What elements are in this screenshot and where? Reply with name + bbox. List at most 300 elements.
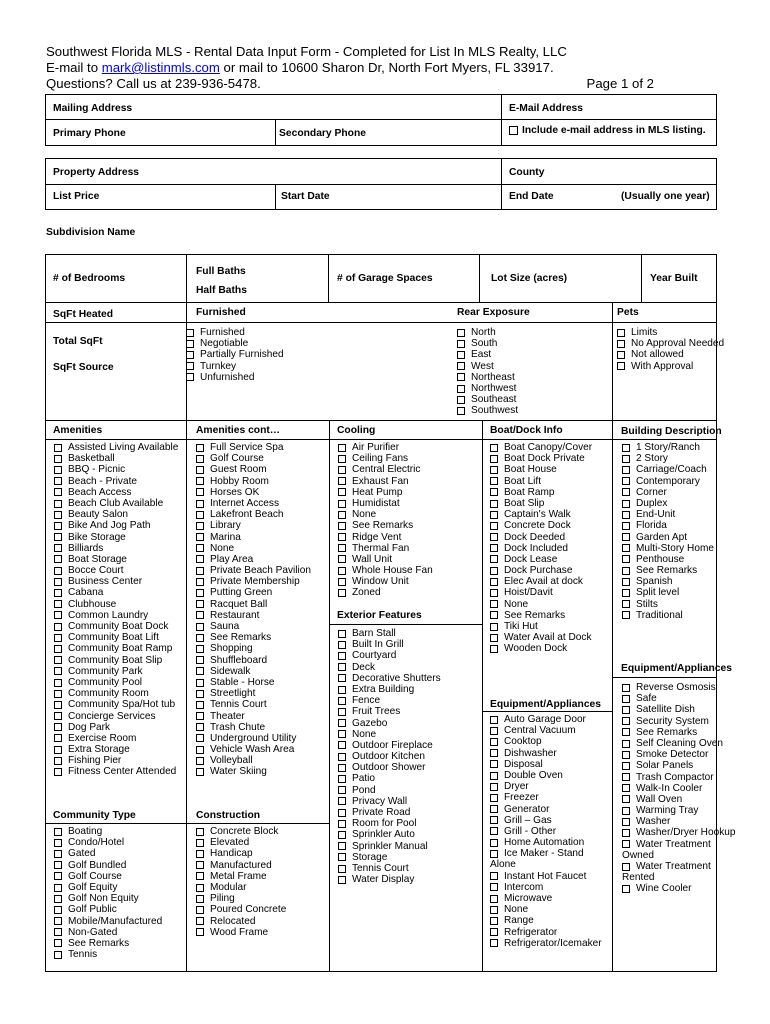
checkbox[interactable]	[54, 578, 62, 586]
checkbox[interactable]	[54, 951, 62, 959]
equipment-option[interactable]	[490, 725, 602, 736]
amenities-option[interactable]	[54, 587, 178, 598]
checkbox[interactable]	[338, 652, 346, 660]
checkbox[interactable]	[196, 555, 204, 563]
checkbox[interactable]	[622, 818, 630, 826]
checkbox[interactable]	[490, 827, 498, 835]
checkbox[interactable]	[54, 828, 62, 836]
checkbox[interactable]	[490, 466, 498, 474]
boat-dock-option[interactable]	[490, 565, 592, 576]
checkbox[interactable]	[338, 876, 346, 884]
checkbox[interactable]	[490, 883, 498, 891]
cooling-option[interactable]	[338, 464, 433, 475]
checkbox[interactable]	[622, 611, 630, 619]
checkbox[interactable]	[196, 544, 204, 552]
building-option[interactable]	[622, 509, 714, 520]
checkbox[interactable]	[338, 842, 346, 850]
equipment-option[interactable]	[490, 904, 602, 915]
checkbox[interactable]	[490, 805, 498, 813]
checkbox[interactable]	[196, 466, 204, 474]
checkbox[interactable]	[490, 600, 498, 608]
rear-exposure-option[interactable]	[457, 394, 518, 405]
equipment-option[interactable]	[490, 915, 602, 926]
checkbox[interactable]	[338, 522, 346, 530]
building-option[interactable]	[622, 565, 714, 576]
checkbox[interactable]	[617, 340, 625, 348]
checkbox[interactable]	[622, 829, 630, 837]
checkbox[interactable]	[617, 362, 625, 370]
checkbox[interactable]	[490, 794, 498, 802]
checkbox[interactable]	[338, 697, 346, 705]
exterior-option[interactable]	[338, 650, 441, 661]
amenities-option[interactable]	[54, 610, 178, 621]
checkbox[interactable]	[54, 623, 62, 631]
checkbox[interactable]	[622, 840, 630, 848]
exterior-option[interactable]	[338, 751, 441, 762]
checkbox[interactable]	[196, 701, 204, 709]
equipment-option[interactable]	[490, 815, 602, 826]
checkbox[interactable]	[338, 865, 346, 873]
checkbox[interactable]	[54, 656, 62, 664]
checkbox[interactable]	[622, 728, 630, 736]
building-option[interactable]	[622, 576, 714, 587]
checkbox[interactable]	[54, 917, 62, 925]
checkbox[interactable]	[196, 589, 204, 597]
checkbox[interactable]	[622, 455, 630, 463]
checkbox[interactable]	[490, 939, 498, 947]
checkbox[interactable]	[54, 477, 62, 485]
building-option[interactable]	[622, 520, 714, 531]
boat-dock-option[interactable]	[490, 442, 592, 453]
checkbox[interactable]	[338, 630, 346, 638]
community-type-option[interactable]	[54, 826, 162, 837]
checkbox[interactable]	[54, 511, 62, 519]
construction-option[interactable]	[196, 927, 286, 938]
amenities-option[interactable]	[54, 699, 178, 710]
pets-option[interactable]	[617, 327, 724, 338]
amenities-cont-option[interactable]	[196, 587, 311, 598]
checkbox[interactable]	[457, 329, 465, 337]
boat-dock-option[interactable]	[490, 509, 592, 520]
checkbox[interactable]	[490, 760, 498, 768]
checkbox[interactable]	[54, 906, 62, 914]
checkbox[interactable]	[54, 757, 62, 765]
checkbox[interactable]	[196, 861, 204, 869]
boat-dock-option[interactable]	[490, 498, 592, 509]
checkbox[interactable]	[54, 884, 62, 892]
cooling-option[interactable]	[338, 543, 433, 554]
amenities-cont-option[interactable]	[196, 509, 311, 520]
checkbox[interactable]	[617, 329, 625, 337]
checkbox[interactable]	[338, 533, 346, 541]
checkbox[interactable]	[490, 895, 498, 903]
boat-dock-option[interactable]	[490, 554, 592, 565]
equipment2-option[interactable]	[622, 794, 735, 805]
checkbox[interactable]	[186, 329, 194, 337]
checkbox[interactable]	[622, 578, 630, 586]
amenities-cont-option[interactable]	[196, 621, 311, 632]
checkbox[interactable]	[338, 820, 346, 828]
checkbox[interactable]	[196, 600, 204, 608]
checkbox[interactable]	[196, 578, 204, 586]
checkbox[interactable]	[338, 809, 346, 817]
equipment-option[interactable]	[490, 927, 602, 938]
checkbox[interactable]	[490, 544, 498, 552]
checkbox[interactable]	[338, 686, 346, 694]
checkbox[interactable]	[54, 455, 62, 463]
checkbox[interactable]	[338, 511, 346, 519]
amenities-cont-option[interactable]	[196, 733, 311, 744]
checkbox[interactable]	[196, 828, 204, 836]
construction-option[interactable]	[196, 893, 286, 904]
checkbox[interactable]	[490, 477, 498, 485]
exterior-option[interactable]	[338, 773, 441, 784]
equipment2-option[interactable]	[622, 783, 735, 794]
exterior-option[interactable]	[338, 628, 441, 639]
building-option[interactable]	[622, 476, 714, 487]
checkbox[interactable]	[490, 511, 498, 519]
amenities-cont-option[interactable]	[196, 464, 311, 475]
checkbox[interactable]	[196, 928, 204, 936]
rear-exposure-option[interactable]	[457, 338, 518, 349]
community-type-option[interactable]	[54, 916, 162, 927]
equipment-option[interactable]	[490, 882, 602, 893]
amenities-cont-option[interactable]	[196, 755, 311, 766]
amenities-option[interactable]	[54, 543, 178, 554]
community-type-option[interactable]	[54, 893, 162, 904]
email-link[interactable]: mark@listinmls.com	[101, 60, 220, 75]
checkbox[interactable]	[490, 488, 498, 496]
boat-dock-option[interactable]	[490, 632, 592, 643]
cooling-option[interactable]	[338, 520, 433, 531]
boat-dock-option[interactable]	[490, 464, 592, 475]
checkbox[interactable]	[490, 555, 498, 563]
checkbox[interactable]	[622, 511, 630, 519]
equipment2-option[interactable]	[622, 839, 735, 850]
amenities-option[interactable]	[54, 576, 178, 587]
checkbox[interactable]	[490, 645, 498, 653]
amenities-option[interactable]	[54, 711, 178, 722]
amenities-cont-option[interactable]	[196, 666, 311, 677]
checkbox[interactable]	[622, 444, 630, 452]
amenities-cont-option[interactable]	[196, 632, 311, 643]
checkbox[interactable]	[196, 667, 204, 675]
equipment-option[interactable]	[490, 759, 602, 770]
exterior-option[interactable]	[338, 863, 441, 874]
construction-option[interactable]	[196, 848, 286, 859]
checkbox[interactable]	[622, 717, 630, 725]
rear-exposure-option[interactable]	[457, 349, 518, 360]
checkbox[interactable]	[457, 351, 465, 359]
checkbox[interactable]	[622, 684, 630, 692]
checkbox[interactable]	[196, 611, 204, 619]
community-type-option[interactable]	[54, 882, 162, 893]
amenities-option[interactable]	[54, 655, 178, 666]
checkbox[interactable]	[617, 351, 625, 359]
checkbox[interactable]	[186, 351, 194, 359]
checkbox[interactable]	[338, 477, 346, 485]
amenities-option[interactable]	[54, 733, 178, 744]
checkbox[interactable]	[196, 757, 204, 765]
checkbox[interactable]	[54, 746, 62, 754]
equipment-option[interactable]	[490, 770, 602, 781]
checkbox[interactable]	[622, 807, 630, 815]
checkbox[interactable]	[490, 522, 498, 530]
checkbox[interactable]	[338, 730, 346, 738]
equipment2-option[interactable]	[622, 827, 735, 838]
checkbox[interactable]	[54, 555, 62, 563]
exterior-option[interactable]	[338, 874, 441, 885]
checkbox[interactable]	[490, 783, 498, 791]
exterior-option[interactable]	[338, 718, 441, 729]
checkbox[interactable]	[186, 373, 194, 381]
checkbox[interactable]	[490, 772, 498, 780]
exterior-option[interactable]	[338, 841, 441, 852]
amenities-option[interactable]	[54, 464, 178, 475]
exterior-option[interactable]	[338, 807, 441, 818]
checkbox[interactable]	[622, 488, 630, 496]
checkbox[interactable]	[338, 831, 346, 839]
checkbox[interactable]	[54, 872, 62, 880]
equipment-option[interactable]	[490, 837, 602, 848]
rear-exposure-option[interactable]	[457, 405, 518, 416]
equipment2-option[interactable]	[622, 805, 735, 816]
cooling-option[interactable]	[338, 487, 433, 498]
checkbox[interactable]	[338, 663, 346, 671]
checkbox[interactable]	[54, 690, 62, 698]
checkbox[interactable]	[54, 839, 62, 847]
boat-dock-option[interactable]	[490, 487, 592, 498]
checkbox[interactable]	[54, 895, 62, 903]
amenities-cont-option[interactable]	[196, 599, 311, 610]
building-option[interactable]	[622, 464, 714, 475]
equipment-option[interactable]	[490, 938, 602, 949]
cooling-option[interactable]	[338, 442, 433, 453]
checkbox[interactable]	[338, 567, 346, 575]
checkbox[interactable]	[54, 488, 62, 496]
checkbox[interactable]	[490, 738, 498, 746]
amenities-option[interactable]	[54, 509, 178, 520]
building-option[interactable]	[622, 442, 714, 453]
rear-exposure-option[interactable]	[457, 361, 518, 372]
amenities-cont-option[interactable]	[196, 498, 311, 509]
checkbox[interactable]	[54, 544, 62, 552]
equipment2-option[interactable]	[622, 716, 735, 727]
construction-option[interactable]	[196, 916, 286, 927]
checkbox[interactable]	[54, 861, 62, 869]
exterior-option[interactable]	[338, 852, 441, 863]
community-type-option[interactable]	[54, 949, 162, 960]
equipment2-option[interactable]	[622, 749, 735, 760]
checkbox[interactable]	[457, 373, 465, 381]
checkbox[interactable]	[196, 723, 204, 731]
checkbox[interactable]	[54, 679, 62, 687]
checkbox[interactable]	[196, 645, 204, 653]
equipment-option[interactable]	[490, 792, 602, 803]
checkbox[interactable]	[196, 623, 204, 631]
checkbox[interactable]	[196, 477, 204, 485]
exterior-option[interactable]	[338, 829, 441, 840]
amenities-cont-option[interactable]	[196, 520, 311, 531]
community-type-option[interactable]	[54, 927, 162, 938]
checkbox[interactable]	[490, 749, 498, 757]
amenities-cont-option[interactable]	[196, 442, 311, 453]
checkbox[interactable]	[622, 863, 630, 871]
checkbox[interactable]	[196, 444, 204, 452]
exterior-option[interactable]	[338, 673, 441, 684]
amenities-option[interactable]	[54, 621, 178, 632]
checkbox[interactable]	[338, 500, 346, 508]
amenities-cont-option[interactable]	[196, 576, 311, 587]
checkbox[interactable]	[196, 567, 204, 575]
amenities-cont-option[interactable]	[196, 744, 311, 755]
building-option[interactable]	[622, 487, 714, 498]
checkbox[interactable]	[490, 816, 498, 824]
checkbox[interactable]	[196, 839, 204, 847]
cooling-option[interactable]	[338, 554, 433, 565]
checkbox[interactable]	[338, 589, 346, 597]
checkbox[interactable]	[54, 611, 62, 619]
exterior-option[interactable]	[338, 684, 441, 695]
amenities-option[interactable]	[54, 487, 178, 498]
checkbox[interactable]	[54, 712, 62, 720]
amenities-option[interactable]	[54, 744, 178, 755]
furnished-option[interactable]	[186, 361, 284, 372]
checkbox[interactable]	[490, 578, 498, 586]
checkbox[interactable]	[54, 533, 62, 541]
checkbox[interactable]	[54, 634, 62, 642]
building-option[interactable]	[622, 554, 714, 565]
checkbox[interactable]	[196, 895, 204, 903]
checkbox[interactable]	[54, 850, 62, 858]
checkbox[interactable]	[196, 734, 204, 742]
community-type-option[interactable]	[54, 938, 162, 949]
checkbox[interactable]	[622, 477, 630, 485]
amenities-option[interactable]	[54, 453, 178, 464]
checkbox[interactable]	[490, 444, 498, 452]
amenities-cont-option[interactable]	[196, 554, 311, 565]
checkbox[interactable]	[54, 701, 62, 709]
cooling-option[interactable]	[338, 587, 433, 598]
equipment-option[interactable]	[490, 871, 602, 882]
checkbox[interactable]	[54, 567, 62, 575]
construction-option[interactable]	[196, 837, 286, 848]
equipment2-option[interactable]	[622, 727, 735, 738]
checkbox[interactable]	[54, 734, 62, 742]
checkbox[interactable]	[338, 853, 346, 861]
include-email-option[interactable]	[509, 125, 706, 136]
community-type-option[interactable]	[54, 860, 162, 871]
boat-dock-option[interactable]	[490, 643, 592, 654]
amenities-option[interactable]	[54, 688, 178, 699]
construction-option[interactable]	[196, 860, 286, 871]
amenities-cont-option[interactable]	[196, 543, 311, 554]
boat-dock-option[interactable]	[490, 610, 592, 621]
amenities-option[interactable]	[54, 632, 178, 643]
amenities-option[interactable]	[54, 532, 178, 543]
cooling-option[interactable]	[338, 565, 433, 576]
boat-dock-option[interactable]	[490, 599, 592, 610]
amenities-cont-option[interactable]	[196, 699, 311, 710]
checkbox[interactable]	[338, 741, 346, 749]
building-option[interactable]	[622, 599, 714, 610]
checkbox[interactable]	[54, 667, 62, 675]
amenities-cont-option[interactable]	[196, 766, 311, 777]
boat-dock-option[interactable]	[490, 621, 592, 632]
exterior-option[interactable]	[338, 729, 441, 740]
checkbox[interactable]	[196, 768, 204, 776]
checkbox[interactable]	[338, 641, 346, 649]
checkbox[interactable]	[196, 679, 204, 687]
checkbox[interactable]	[490, 611, 498, 619]
rear-exposure-option[interactable]	[457, 372, 518, 383]
checkbox[interactable]	[490, 567, 498, 575]
cooling-option[interactable]	[338, 498, 433, 509]
equipment-option[interactable]	[490, 804, 602, 815]
amenities-option[interactable]	[54, 599, 178, 610]
checkbox[interactable]	[490, 533, 498, 541]
checkbox[interactable]	[338, 674, 346, 682]
checkbox[interactable]	[490, 716, 498, 724]
checkbox[interactable]	[338, 797, 346, 805]
equipment2-option[interactable]	[622, 816, 735, 827]
checkbox[interactable]	[622, 500, 630, 508]
amenities-option[interactable]	[54, 520, 178, 531]
checkbox[interactable]	[622, 544, 630, 552]
equipment2-option[interactable]	[622, 883, 735, 894]
construction-option[interactable]	[196, 871, 286, 882]
checkbox[interactable]	[457, 385, 465, 393]
checkbox[interactable]	[54, 466, 62, 474]
amenities-option[interactable]	[54, 666, 178, 677]
checkbox[interactable]	[490, 928, 498, 936]
checkbox[interactable]	[457, 396, 465, 404]
construction-option[interactable]	[196, 826, 286, 837]
checkbox[interactable]	[54, 645, 62, 653]
amenities-option[interactable]	[54, 476, 178, 487]
checkbox[interactable]	[457, 407, 465, 415]
checkbox[interactable]	[54, 928, 62, 936]
checkbox[interactable]	[490, 917, 498, 925]
checkbox[interactable]	[622, 695, 630, 703]
checkbox[interactable]	[338, 455, 346, 463]
boat-dock-option[interactable]	[490, 532, 592, 543]
pets-option[interactable]	[617, 349, 724, 360]
checkbox[interactable]	[338, 775, 346, 783]
boat-dock-option[interactable]	[490, 520, 592, 531]
checkbox[interactable]	[490, 623, 498, 631]
checkbox[interactable]	[54, 444, 62, 452]
equipment-option[interactable]	[490, 826, 602, 837]
amenities-cont-option[interactable]	[196, 487, 311, 498]
equipment-option[interactable]	[490, 893, 602, 904]
rear-exposure-option[interactable]	[457, 383, 518, 394]
checkbox[interactable]	[196, 634, 204, 642]
building-option[interactable]	[622, 587, 714, 598]
checkbox[interactable]	[622, 466, 630, 474]
include-email-checkbox[interactable]	[509, 126, 518, 135]
checkbox[interactable]	[186, 362, 194, 370]
equipment-option[interactable]	[490, 748, 602, 759]
checkbox[interactable]	[196, 884, 204, 892]
checkbox[interactable]	[196, 522, 204, 530]
equipment-option[interactable]	[490, 736, 602, 747]
cooling-option[interactable]	[338, 532, 433, 543]
checkbox[interactable]	[196, 488, 204, 496]
checkbox[interactable]	[196, 656, 204, 664]
checkbox[interactable]	[622, 773, 630, 781]
exterior-option[interactable]	[338, 740, 441, 751]
